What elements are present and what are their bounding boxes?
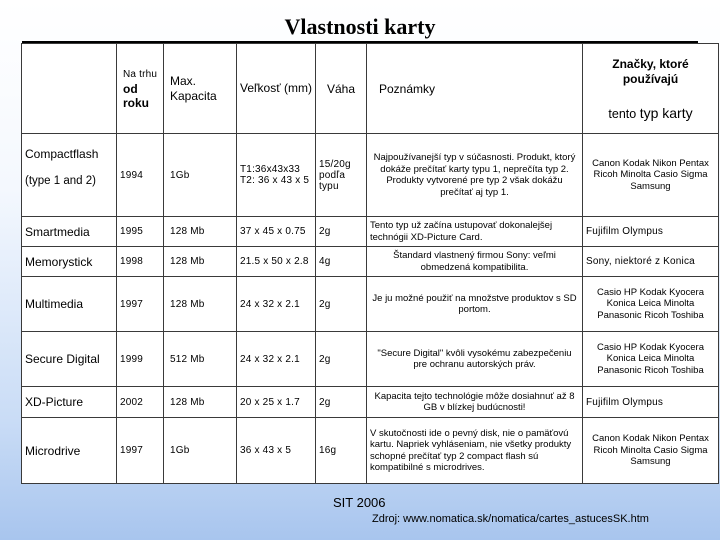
card-name: XD-Picture xyxy=(22,387,117,418)
card-weight: 15/20g podľa typu xyxy=(316,134,367,217)
card-notes: Štandard vlastnený firmou Sony: veľmi obmedzená kompatibilita. xyxy=(367,247,583,277)
header-capacity xyxy=(164,44,237,134)
header-brands-bottom xyxy=(586,105,715,121)
card-capacity: 128 Mb xyxy=(164,277,237,332)
card-capacity: 1Gb xyxy=(164,418,237,484)
card-weight: 2g xyxy=(316,217,367,247)
card-name-cell xyxy=(22,134,117,217)
card-name: Compactflash xyxy=(25,147,99,161)
card-brands: Casio HP Kodak Kyocera Konica Leica Minolta Panasonic Ricoh Toshiba xyxy=(583,332,719,387)
table-row xyxy=(22,247,719,277)
slide-title: Vlastnosti karty xyxy=(284,14,436,39)
card-size: 36 x 43 x 5 xyxy=(237,418,316,484)
header-size-label: Veľkosť (mm) xyxy=(240,81,313,95)
card-properties-table xyxy=(21,43,719,484)
card-size: 24 x 32 x 2.1 xyxy=(237,332,316,387)
footer-source: Zdroj: www.nomatica.sk/nomatica/cartes_astucesSK.htm xyxy=(372,513,649,525)
header-year-small: Na trhu xyxy=(123,68,158,80)
card-size: 24 x 32 x 2.1 xyxy=(237,277,316,332)
card-year: 1994 xyxy=(117,134,164,217)
card-brands: Canon Kodak Nikon Pentax Ricoh Minolta Casio Sigma Samsung xyxy=(583,134,719,217)
table-header-row xyxy=(22,44,719,134)
table-row xyxy=(22,217,719,247)
card-capacity: 128 Mb xyxy=(164,387,237,418)
card-name: Memorystick xyxy=(22,247,117,277)
card-year: 1999 xyxy=(117,332,164,387)
card-weight: 4g xyxy=(316,247,367,277)
card-brands: Casio HP Kodak Kyocera Konica Leica Minolta Panasonic Ricoh Toshiba xyxy=(583,277,719,332)
table-row xyxy=(22,277,719,332)
card-weight: 16g xyxy=(316,418,367,484)
card-year: 1997 xyxy=(117,418,164,484)
header-capacity-label: Max. Kapacita xyxy=(170,73,217,103)
card-notes: Kapacita tejto technológie môže dosiahnuť až 8 GB v blízkej budúcnosti! xyxy=(367,387,583,418)
card-name: Smartmedia xyxy=(22,217,117,247)
card-brands: Fujifilm Olympus xyxy=(583,387,719,418)
header-year xyxy=(117,44,164,134)
card-brands: Fujifilm Olympus xyxy=(583,217,719,247)
card-capacity: 512 Mb xyxy=(164,332,237,387)
card-capacity: 1Gb xyxy=(164,134,237,217)
header-brands-top: Značky, ktoré používajú xyxy=(612,56,689,86)
card-year: 1995 xyxy=(117,217,164,247)
card-capacity: 128 Mb xyxy=(164,247,237,277)
card-year: 2002 xyxy=(117,387,164,418)
card-brands: Sony, niektoré z Konica xyxy=(583,247,719,277)
header-brands xyxy=(583,44,719,134)
header-notes xyxy=(367,44,583,134)
footer-event: SIT 2006 xyxy=(333,495,386,510)
card-capacity: 128 Mb xyxy=(164,217,237,247)
table-row xyxy=(22,387,719,418)
card-weight: 2g xyxy=(316,387,367,418)
card-notes: Je ju možné použiť na množstve produktov s SD portom. xyxy=(367,277,583,332)
header-brands-bottom-b: typ karty xyxy=(639,104,693,121)
card-name: Secure Digital xyxy=(22,332,117,387)
card-name-sub: (type 1 and 2) xyxy=(25,175,96,187)
table-row xyxy=(22,134,719,217)
header-size xyxy=(237,44,316,134)
card-notes: V skutočnosti ide o pevný disk, nie o pamäťovú kartu. Napriek vyhláseniam, nie všetky produkty schopné prečítať typ 2 compact flash sú kompatibilné s microdrives. xyxy=(367,418,583,484)
card-year: 1997 xyxy=(117,277,164,332)
card-year: 1998 xyxy=(117,247,164,277)
card-name: Multimedia xyxy=(22,277,117,332)
card-notes: Tento typ už začína ustupovať dokonalejšej technógii XD-Picture Card. xyxy=(367,217,583,247)
card-brands: Canon Kodak Nikon Pentax Ricoh Minolta Casio Sigma Samsung xyxy=(583,418,719,484)
table-row xyxy=(22,332,719,387)
card-name: Microdrive xyxy=(22,418,117,484)
card-size: T1:36x43x33 T2: 36 x 43 x 5 xyxy=(237,134,316,217)
card-weight: 2g xyxy=(316,277,367,332)
header-notes-label: Poznámky xyxy=(379,81,436,96)
card-notes: "Secure Digital" kvôli vysokému zabezpečeniu pre ochranu autorských práv. xyxy=(367,332,583,387)
header-year-bold: od roku xyxy=(123,81,150,110)
header-empty-cell xyxy=(22,44,117,134)
header-weight xyxy=(316,44,367,134)
card-size: 21.5 x 50 x 2.8 xyxy=(237,247,316,277)
card-size: 37 x 45 x 0.75 xyxy=(237,217,316,247)
card-size: 20 x 25 x 1.7 xyxy=(237,387,316,418)
header-weight-label: Váha xyxy=(326,81,356,96)
table-row xyxy=(22,418,719,484)
card-notes: Najpoužívanejší typ v súčasnosti. Produkt, ktorý dokáže prečítať karty typu 1, neprečíta typ 2. Produkty vytvorené pre typ 2 však dokážu prečítať aj typ 1. xyxy=(367,134,583,217)
header-brands-bottom-a: tento xyxy=(608,106,637,121)
card-weight: 2g xyxy=(316,332,367,387)
